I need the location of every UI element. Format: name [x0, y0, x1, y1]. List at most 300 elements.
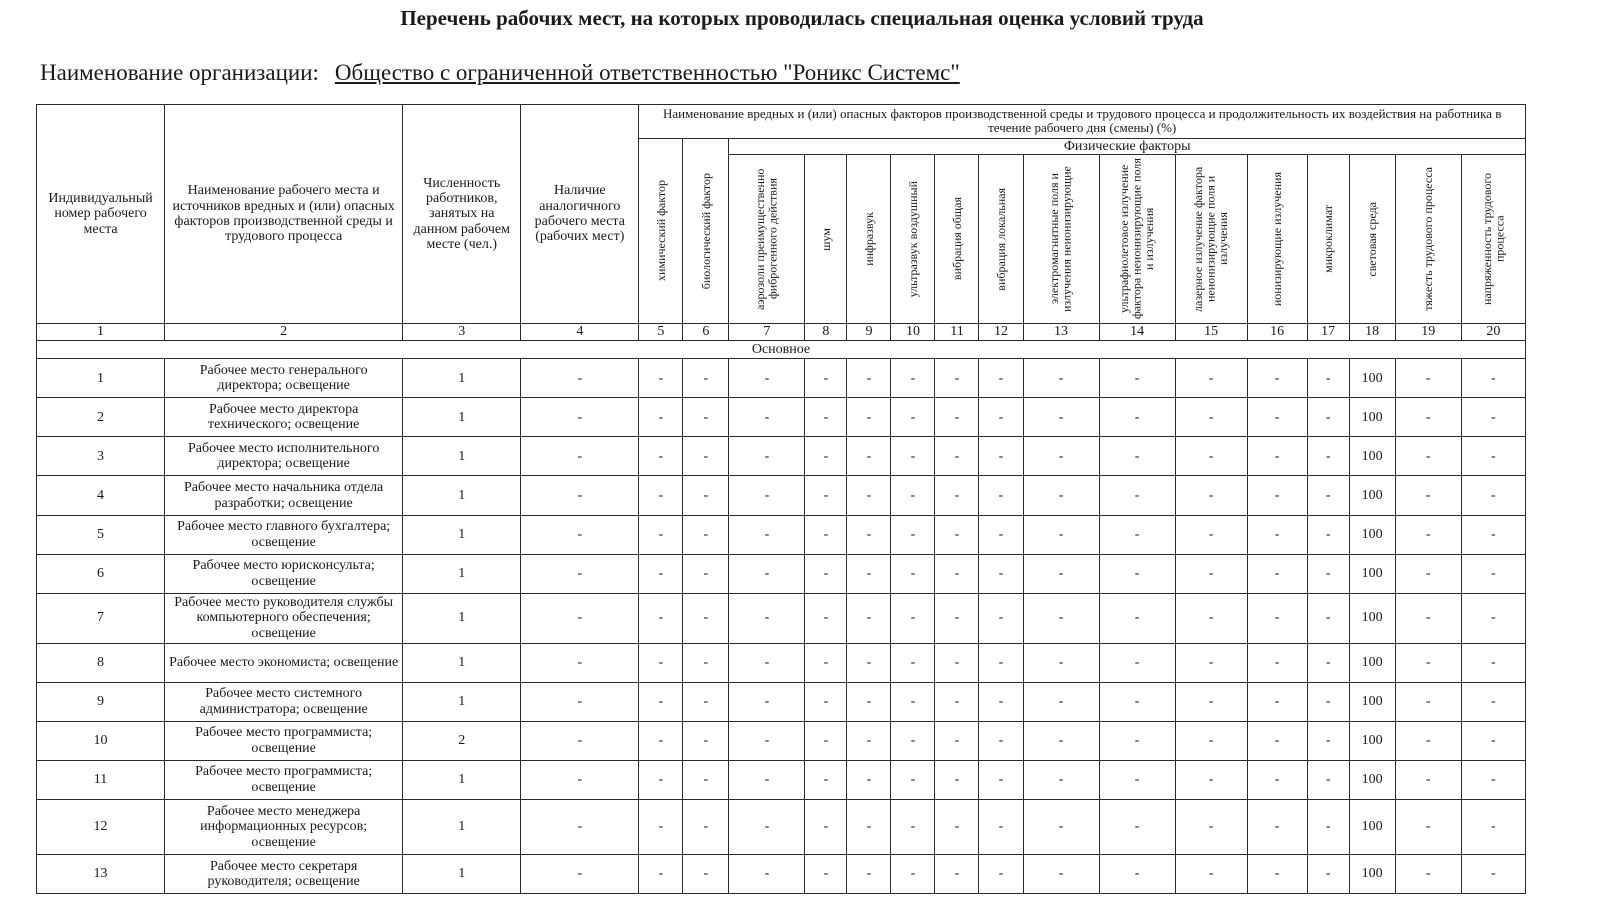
factor-value-19: -: [1395, 593, 1461, 643]
factor-value-16: -: [1247, 682, 1307, 721]
factor-value-8: -: [805, 593, 847, 643]
factor-value-11: -: [935, 476, 979, 515]
factor-value-16: -: [1247, 799, 1307, 854]
workplace-id: 1: [37, 359, 165, 398]
factor-value-7: -: [729, 554, 805, 593]
factor-value-18: 100: [1349, 799, 1395, 854]
table-row: [37, 593, 1526, 643]
factor-value-18: 100: [1349, 760, 1395, 799]
factor-value-20: -: [1461, 643, 1525, 682]
factor-value-11: -: [935, 682, 979, 721]
table-row: [37, 515, 1526, 554]
column-number: 5: [639, 323, 683, 340]
factor-value-18: 100: [1349, 643, 1395, 682]
factor-value-17: -: [1307, 515, 1349, 554]
factor-value-19: -: [1395, 643, 1461, 682]
workplace-name: Рабочее место секретаря руководителя; освещение: [165, 854, 403, 893]
column-number: 19: [1395, 323, 1461, 340]
factor-value-16: -: [1247, 760, 1307, 799]
factor-value-18: 100: [1349, 854, 1395, 893]
workplace-name: Рабочее место менеджера информационных ресурсов; освещение: [165, 799, 403, 854]
factor-value-11: -: [935, 437, 979, 476]
factor-value-6: -: [683, 593, 729, 643]
factor-value-8: -: [805, 854, 847, 893]
factor-value-17: -: [1307, 476, 1349, 515]
factor-value-20: -: [1461, 721, 1525, 760]
worker-count: 1: [403, 854, 521, 893]
workplace-name: Рабочее место директора технического; освещение: [165, 398, 403, 437]
column-number: 9: [847, 323, 891, 340]
factor-value-10: -: [891, 515, 935, 554]
column-number: 3: [403, 323, 521, 340]
factor-value-17: -: [1307, 799, 1349, 854]
factor-value-10: -: [891, 398, 935, 437]
worker-count: 1: [403, 799, 521, 854]
workplace-id: 10: [37, 721, 165, 760]
column-number: 1: [37, 323, 165, 340]
factor-value-15: -: [1175, 398, 1247, 437]
worker-count: 1: [403, 359, 521, 398]
factor-value-16: -: [1247, 398, 1307, 437]
factor-value-12: -: [979, 359, 1023, 398]
factor-value-6: -: [683, 398, 729, 437]
analog-workplaces: -: [521, 398, 639, 437]
factor-value-15: -: [1175, 721, 1247, 760]
factor-value-17: -: [1307, 643, 1349, 682]
header-factor-8: шум: [805, 154, 847, 323]
header-name: Наименование рабочего места и источников вредных и (или) опасных факторов производственной среды и трудового процесса: [165, 105, 403, 324]
workplace-name: Рабочее место экономиста; освещение: [165, 643, 403, 682]
worker-count: 1: [403, 398, 521, 437]
header-factor-7: аэрозоли преимущественно фиброгенного действия: [729, 154, 805, 323]
header-physical-group: Физические факторы: [729, 138, 1526, 154]
factor-value-16: -: [1247, 854, 1307, 893]
factor-value-16: -: [1247, 515, 1307, 554]
factor-value-18: 100: [1349, 554, 1395, 593]
workplace-name: Рабочее место главного бухгалтера; освещение: [165, 515, 403, 554]
factor-value-18: 100: [1349, 682, 1395, 721]
factor-value-20: -: [1461, 476, 1525, 515]
factor-value-20: -: [1461, 359, 1525, 398]
factor-value-5: -: [639, 554, 683, 593]
workplace-name: Рабочее место программиста; освещение: [165, 760, 403, 799]
column-number: 6: [683, 323, 729, 340]
factor-value-19: -: [1395, 476, 1461, 515]
factor-value-12: -: [979, 437, 1023, 476]
factor-value-13: -: [1023, 437, 1099, 476]
factor-value-5: -: [639, 398, 683, 437]
factor-value-14: -: [1099, 437, 1175, 476]
factor-value-11: -: [935, 554, 979, 593]
factor-value-15: -: [1175, 854, 1247, 893]
workplace-name: Рабочее место программиста; освещение: [165, 721, 403, 760]
column-number: 15: [1175, 323, 1247, 340]
organization-name: Общество с ограниченной ответственностью "Роникс Системс": [334, 60, 960, 85]
factor-value-16: -: [1247, 643, 1307, 682]
factor-value-10: -: [891, 854, 935, 893]
factor-value-5: -: [639, 760, 683, 799]
header-factor-9: инфразвук: [847, 154, 891, 323]
factor-value-16: -: [1247, 554, 1307, 593]
factor-value-13: -: [1023, 359, 1099, 398]
factor-value-10: -: [891, 554, 935, 593]
workplace-name: Рабочее место генерального директора; освещение: [165, 359, 403, 398]
analog-workplaces: -: [521, 643, 639, 682]
factor-value-7: -: [729, 437, 805, 476]
factor-value-13: -: [1023, 593, 1099, 643]
factor-value-7: -: [729, 854, 805, 893]
factor-value-14: -: [1099, 799, 1175, 854]
factor-value-6: -: [683, 799, 729, 854]
factor-value-10: -: [891, 799, 935, 854]
factor-value-5: -: [639, 359, 683, 398]
factor-value-7: -: [729, 359, 805, 398]
factor-value-10: -: [891, 682, 935, 721]
header-factor-13: электромагнитные поля и излучения неионизирующие: [1023, 154, 1099, 323]
factor-value-19: -: [1395, 359, 1461, 398]
factor-value-6: -: [683, 760, 729, 799]
factor-value-15: -: [1175, 515, 1247, 554]
section-row: [37, 341, 1526, 359]
analog-workplaces: -: [521, 476, 639, 515]
factor-value-7: -: [729, 643, 805, 682]
column-number: 13: [1023, 323, 1099, 340]
header-factor-6: биологический фактор: [683, 138, 729, 323]
factor-value-19: -: [1395, 437, 1461, 476]
factor-value-7: -: [729, 476, 805, 515]
factor-value-14: -: [1099, 476, 1175, 515]
header-factor-19: тяжесть трудового процесса: [1395, 154, 1461, 323]
factor-value-12: -: [979, 398, 1023, 437]
factor-value-15: -: [1175, 359, 1247, 398]
workplace-id: 13: [37, 854, 165, 893]
workplace-id: 9: [37, 682, 165, 721]
factor-value-15: -: [1175, 437, 1247, 476]
workplace-id: 3: [37, 437, 165, 476]
worker-count: 1: [403, 643, 521, 682]
factor-value-5: -: [639, 515, 683, 554]
organization-label: Наименование организации:: [40, 60, 319, 85]
factor-value-12: -: [979, 476, 1023, 515]
factor-value-19: -: [1395, 854, 1461, 893]
factor-value-19: -: [1395, 721, 1461, 760]
factor-value-14: -: [1099, 682, 1175, 721]
factor-value-14: -: [1099, 593, 1175, 643]
factor-value-16: -: [1247, 721, 1307, 760]
factor-value-19: -: [1395, 760, 1461, 799]
factor-value-11: -: [935, 760, 979, 799]
factor-value-9: -: [847, 359, 891, 398]
factor-value-12: -: [979, 799, 1023, 854]
factor-value-12: -: [979, 515, 1023, 554]
worker-count: 1: [403, 515, 521, 554]
factor-value-14: -: [1099, 398, 1175, 437]
factor-value-15: -: [1175, 643, 1247, 682]
workplace-name: Рабочее место руководителя службы компьютерного обеспечения; освещение: [165, 593, 403, 643]
factor-value-20: -: [1461, 437, 1525, 476]
factor-value-7: -: [729, 799, 805, 854]
factor-value-9: -: [847, 398, 891, 437]
worker-count: 1: [403, 593, 521, 643]
factor-value-9: -: [847, 643, 891, 682]
analog-workplaces: -: [521, 593, 639, 643]
workplace-name: Рабочее место исполнительного директора; освещение: [165, 437, 403, 476]
factor-value-13: -: [1023, 554, 1099, 593]
factor-value-15: -: [1175, 799, 1247, 854]
table-row: [37, 359, 1526, 398]
factor-value-13: -: [1023, 682, 1099, 721]
factor-value-17: -: [1307, 682, 1349, 721]
factor-value-9: -: [847, 593, 891, 643]
factor-value-12: -: [979, 554, 1023, 593]
factor-value-6: -: [683, 643, 729, 682]
column-number: 4: [521, 323, 639, 340]
factor-value-8: -: [805, 799, 847, 854]
factor-value-13: -: [1023, 476, 1099, 515]
factor-value-6: -: [683, 476, 729, 515]
factor-value-6: -: [683, 721, 729, 760]
factor-value-12: -: [979, 682, 1023, 721]
factor-value-14: -: [1099, 515, 1175, 554]
factor-value-18: 100: [1349, 515, 1395, 554]
factor-value-20: -: [1461, 682, 1525, 721]
factor-value-15: -: [1175, 554, 1247, 593]
document-title: Перечень рабочих мест, на которых проводилась специальная оценка условий труда: [400, 6, 1204, 30]
factor-value-9: -: [847, 760, 891, 799]
workplace-id: 5: [37, 515, 165, 554]
factor-value-6: -: [683, 554, 729, 593]
header-factor-11: вибрация общая: [935, 154, 979, 323]
factor-value-9: -: [847, 554, 891, 593]
factor-value-14: -: [1099, 554, 1175, 593]
table-row: [37, 643, 1526, 682]
workplace-id: 2: [37, 398, 165, 437]
factor-value-9: -: [847, 476, 891, 515]
factor-value-5: -: [639, 643, 683, 682]
factor-value-9: -: [847, 437, 891, 476]
factor-value-6: -: [683, 682, 729, 721]
factor-value-18: 100: [1349, 721, 1395, 760]
header-factor-12: вибрация локальная: [979, 154, 1023, 323]
factor-value-15: -: [1175, 476, 1247, 515]
factor-value-6: -: [683, 854, 729, 893]
header-factor-15: лазерное излучение фактора неионизирующие поля и излучения: [1175, 154, 1247, 323]
factor-value-6: -: [683, 359, 729, 398]
factor-value-8: -: [805, 643, 847, 682]
workplace-id: 7: [37, 593, 165, 643]
table-row: [37, 476, 1526, 515]
workplace-id: 12: [37, 799, 165, 854]
worker-count: 1: [403, 760, 521, 799]
table-row: [37, 554, 1526, 593]
factor-value-19: -: [1395, 799, 1461, 854]
factor-value-10: -: [891, 359, 935, 398]
factor-value-10: -: [891, 760, 935, 799]
factor-value-9: -: [847, 799, 891, 854]
column-numbers-row: [37, 323, 1526, 340]
factor-value-10: -: [891, 721, 935, 760]
factor-value-14: -: [1099, 721, 1175, 760]
column-number: 12: [979, 323, 1023, 340]
worker-count: 1: [403, 554, 521, 593]
analog-workplaces: -: [521, 554, 639, 593]
factor-value-12: -: [979, 854, 1023, 893]
factor-value-11: -: [935, 643, 979, 682]
factor-value-13: -: [1023, 515, 1099, 554]
factor-value-11: -: [935, 854, 979, 893]
factor-value-14: -: [1099, 359, 1175, 398]
worker-count: 2: [403, 721, 521, 760]
table-row: [37, 437, 1526, 476]
analog-workplaces: -: [521, 359, 639, 398]
header-factor-17: микроклимат: [1307, 154, 1349, 323]
factor-value-8: -: [805, 437, 847, 476]
analog-workplaces: -: [521, 854, 639, 893]
factor-value-12: -: [979, 593, 1023, 643]
table-row: [37, 854, 1526, 893]
factor-value-5: -: [639, 476, 683, 515]
factor-value-17: -: [1307, 398, 1349, 437]
factor-value-8: -: [805, 515, 847, 554]
header-count: Численность работников, занятых на данном рабочем месте (чел.): [403, 105, 521, 324]
table-row: [37, 682, 1526, 721]
factor-value-9: -: [847, 682, 891, 721]
factor-value-18: 100: [1349, 476, 1395, 515]
analog-workplaces: -: [521, 721, 639, 760]
factor-value-14: -: [1099, 643, 1175, 682]
header-factor-14: ультрафиолетовое излучение фактора неионизирующие поля и излучения: [1099, 154, 1175, 323]
factor-value-5: -: [639, 682, 683, 721]
factor-value-12: -: [979, 721, 1023, 760]
factor-value-8: -: [805, 476, 847, 515]
factor-value-9: -: [847, 721, 891, 760]
factor-value-17: -: [1307, 760, 1349, 799]
factor-value-13: -: [1023, 760, 1099, 799]
factor-value-19: -: [1395, 682, 1461, 721]
workplace-id: 11: [37, 760, 165, 799]
workplace-id: 4: [37, 476, 165, 515]
factor-value-8: -: [805, 721, 847, 760]
factor-value-7: -: [729, 760, 805, 799]
factor-value-8: -: [805, 398, 847, 437]
factor-value-17: -: [1307, 721, 1349, 760]
factor-value-10: -: [891, 643, 935, 682]
factor-value-19: -: [1395, 515, 1461, 554]
analog-workplaces: -: [521, 515, 639, 554]
factor-value-7: -: [729, 721, 805, 760]
factor-value-5: -: [639, 437, 683, 476]
factor-value-16: -: [1247, 437, 1307, 476]
factor-value-5: -: [639, 799, 683, 854]
factor-value-7: -: [729, 515, 805, 554]
workplace-id: 8: [37, 643, 165, 682]
factor-value-8: -: [805, 760, 847, 799]
factor-value-13: -: [1023, 854, 1099, 893]
factor-value-11: -: [935, 515, 979, 554]
factor-value-10: -: [891, 437, 935, 476]
factor-value-5: -: [639, 854, 683, 893]
worker-count: 1: [403, 476, 521, 515]
factor-value-19: -: [1395, 398, 1461, 437]
factor-value-17: -: [1307, 359, 1349, 398]
factor-value-5: -: [639, 721, 683, 760]
workplaces-table: [36, 104, 1526, 894]
column-number: 8: [805, 323, 847, 340]
workplace-name: Рабочее место начальника отдела разработки; освещение: [165, 476, 403, 515]
factor-value-13: -: [1023, 721, 1099, 760]
factor-value-12: -: [979, 643, 1023, 682]
factor-value-20: -: [1461, 515, 1525, 554]
column-number: 10: [891, 323, 935, 340]
workplace-name: Рабочее место системного администратора; освещение: [165, 682, 403, 721]
table-row: [37, 398, 1526, 437]
factor-value-16: -: [1247, 359, 1307, 398]
header-factor-16: ионизирующие излучения: [1247, 154, 1307, 323]
table-row: [37, 799, 1526, 854]
factor-value-11: -: [935, 721, 979, 760]
header-factor-18: световая среда: [1349, 154, 1395, 323]
factor-value-20: -: [1461, 854, 1525, 893]
factor-value-8: -: [805, 554, 847, 593]
workplace-id: 6: [37, 554, 165, 593]
factor-value-17: -: [1307, 554, 1349, 593]
factor-value-17: -: [1307, 854, 1349, 893]
factor-value-7: -: [729, 398, 805, 437]
worker-count: 1: [403, 437, 521, 476]
factor-value-20: -: [1461, 799, 1525, 854]
factor-value-6: -: [683, 515, 729, 554]
factor-value-11: -: [935, 398, 979, 437]
analog-workplaces: -: [521, 682, 639, 721]
analog-workplaces: -: [521, 437, 639, 476]
header-factor-5: химический фактор: [639, 138, 683, 323]
analog-workplaces: -: [521, 799, 639, 854]
header-id: Индивидуальный номер рабочего места: [37, 105, 165, 324]
table-row: [37, 760, 1526, 799]
factor-value-6: -: [683, 437, 729, 476]
factor-value-16: -: [1247, 593, 1307, 643]
column-number: 2: [165, 323, 403, 340]
factor-value-7: -: [729, 593, 805, 643]
factor-value-15: -: [1175, 760, 1247, 799]
factor-value-11: -: [935, 799, 979, 854]
factor-value-13: -: [1023, 799, 1099, 854]
factor-value-15: -: [1175, 593, 1247, 643]
factor-value-9: -: [847, 515, 891, 554]
column-number: 17: [1307, 323, 1349, 340]
factor-value-19: -: [1395, 554, 1461, 593]
column-number: 20: [1461, 323, 1525, 340]
factor-value-20: -: [1461, 398, 1525, 437]
factor-value-14: -: [1099, 760, 1175, 799]
factor-value-8: -: [805, 359, 847, 398]
factor-value-14: -: [1099, 854, 1175, 893]
factor-value-17: -: [1307, 437, 1349, 476]
factor-value-17: -: [1307, 593, 1349, 643]
column-number: 7: [729, 323, 805, 340]
factor-value-15: -: [1175, 682, 1247, 721]
factor-value-18: 100: [1349, 398, 1395, 437]
factor-value-13: -: [1023, 398, 1099, 437]
analog-workplaces: -: [521, 760, 639, 799]
column-number: 18: [1349, 323, 1395, 340]
header-analog: Наличие аналогичного рабочего места (рабочих мест): [521, 105, 639, 324]
factor-value-18: 100: [1349, 593, 1395, 643]
factor-value-13: -: [1023, 643, 1099, 682]
header-factor-10: ультразвук воздушный: [891, 154, 935, 323]
factor-value-8: -: [805, 682, 847, 721]
section-label: Основное: [37, 341, 1526, 359]
